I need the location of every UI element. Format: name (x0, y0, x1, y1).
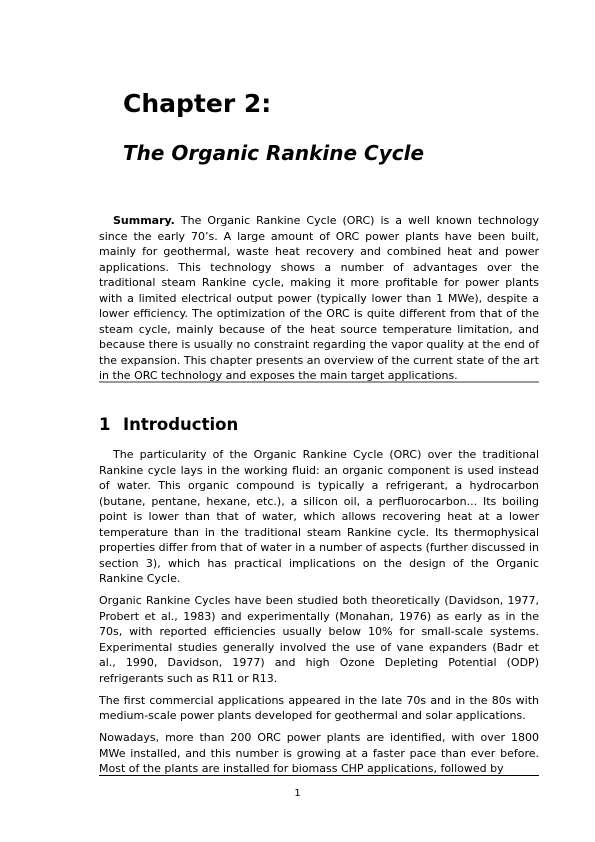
footer-divider (99, 775, 539, 776)
section-number: 1 (99, 415, 111, 434)
body-paragraph: The particularity of the Organic Rankine Cycle (ORC) over the traditional Rankine cycle lays in the working fluid: an organic component is used instead of water. This organic compound is typically a refrigerant, a hydrocarbon (butane, pentane, hexane, etc.), a silicon oil, a perfluorocarbon... Its boiling point is lower than that of water, which allows recovering heat at a lower temperature than in the traditional steam Rankine cycle. Its thermophysical properties differ from that of water in a number of aspects (further discussed in section 3), which has practical implications on the design of the Organic Rankine Cycle. (99, 448, 539, 585)
section-body (99, 447, 539, 783)
page-number: 1 (294, 788, 301, 799)
body-paragraph: The first commercial applications appeared in the late 70s and in the 80s with medium-scale power plants developed for geothermal and solar applications. (99, 693, 539, 722)
section-heading (99, 414, 238, 436)
summary-divider (99, 381, 539, 383)
body-paragraph: Organic Rankine Cycles have been studied both theoretically (Davidson, 1977, Probert et al., 1983) and experimentally (Monahan, 1976) as early as in the 70s, with reported efficiencies usually below 10% for small-scale systems. Experimental studies generally involved the use of vane expanders (Badr et al., 1990, Davidson, 1977) and high Ozone Depleting Potential (ODP) refrigerants such as R11 or R13. (99, 594, 539, 685)
summary-paragraph (99, 213, 539, 384)
chapter-title: Chapter 2: (123, 89, 272, 118)
chapter-subtitle: The Organic Rankine Cycle (123, 141, 425, 165)
body-paragraph: Nowadays, more than 200 ORC power plants are identified, with over 1800 MWe installed, and this number is growing at a faster pace than ever before. Most of the plants are installed for biomass CHP applications, followed by (99, 731, 539, 775)
section-title: Introduction (123, 415, 239, 434)
summary-text: The Organic Rankine Cycle (ORC) is a well known technology since the early 70’s. A large amount of ORC power plants have been built, mainly for geothermal, waste heat recovery and combined heat and power applications. This technology shows a number of advantages over the traditional steam Rankine cycle, making it more profitable for power plants with a limited electrical output power (typically lower than 1 MWe), despite a lower efficiency. The optimization of the ORC is quite different from that of the steam cycle, mainly because of the heat source temperature limitation, and because there is usually no constraint regarding the vapor quality at the end of the expansion. This chapter presents an overview of the current state of the art in the ORC technology and exposes the main target applications. (99, 214, 539, 382)
summary-label: Summary. (113, 214, 175, 227)
